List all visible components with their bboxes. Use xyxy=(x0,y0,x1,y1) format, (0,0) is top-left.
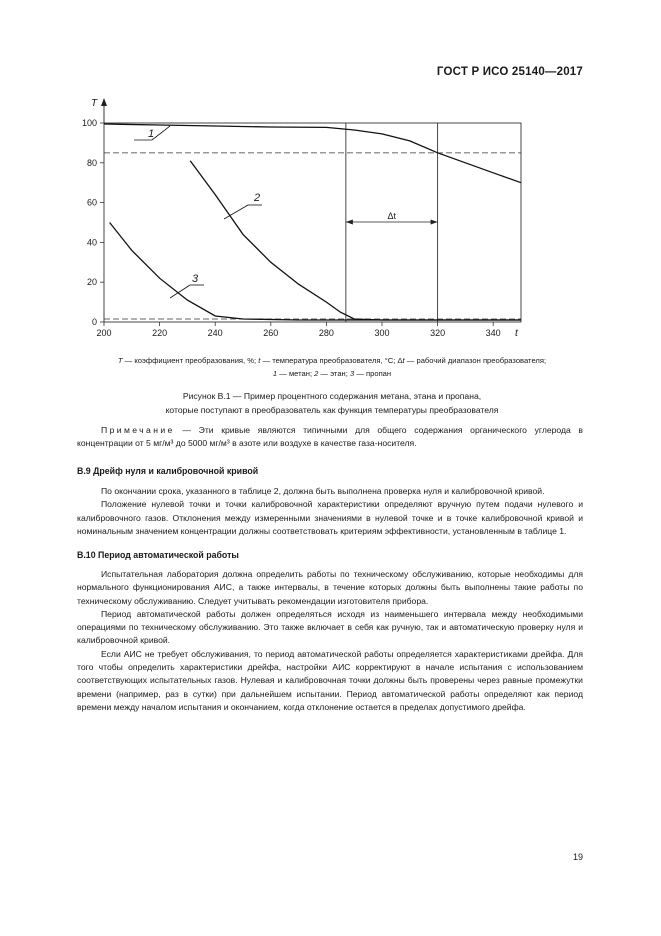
y-tick-label: 0 xyxy=(91,317,97,327)
legend-line-1-segment: t xyxy=(258,356,261,365)
y-axis-arrow xyxy=(101,98,107,106)
legend-line-2-segment: 3 xyxy=(349,369,355,378)
section-b10-body xyxy=(77,568,583,714)
x-tick-label: 200 xyxy=(96,328,112,338)
caption-line-1: Рисунок В.1 — Пример процентного содержания метана, этана и пропана, xyxy=(182,391,482,401)
figure-caption xyxy=(62,389,602,417)
legend-line-1-segment: t xyxy=(402,356,405,365)
y-axis-label: T xyxy=(91,98,98,109)
series-label: 2 xyxy=(254,192,261,204)
caption-line-2: которые поступают в преобразователь как функция температуры преобразователя xyxy=(165,405,499,415)
page-number: 19 xyxy=(572,852,583,862)
section-b9-body xyxy=(77,485,583,538)
x-tick-label: 260 xyxy=(263,328,279,338)
legend-line-1-segment: — коэффициент преобразования, %; xyxy=(122,356,259,365)
delta-t-label: Δt xyxy=(387,211,396,221)
legend-line-1-segment: — рабочий диапазон преобразователя; xyxy=(404,356,547,365)
x-tick-label: 280 xyxy=(318,328,334,338)
paragraph: Положение нулевой точки и точки калибровочной характеристики определяют вручную путем подачи нулевого и калибровочного газов. Отклонения между измеренными значениями в нулевой точке и в точке калибровочной кривой и номинальным значением концентрации должны соответствовать критериям эффективности, установленным в таблице 1. xyxy=(77,499,583,536)
figure-legend xyxy=(62,354,602,380)
legend-line-2-segment: — пропан xyxy=(354,369,392,378)
series-label: 1 xyxy=(148,128,155,140)
x-tick-label: 240 xyxy=(207,328,223,338)
series-leader-line xyxy=(170,285,190,298)
series-label: 3 xyxy=(192,273,199,285)
y-tick-label: 80 xyxy=(86,157,97,168)
figure-chart xyxy=(0,0,661,360)
section-b10-title: В.10 Период автоматической работы xyxy=(77,550,239,560)
x-tick-label: 340 xyxy=(485,328,501,338)
legend-line-2-segment: — метан; xyxy=(277,369,315,378)
legend-line-2-segment: 1 xyxy=(272,369,278,378)
paragraph: По окончании срока, указанного в таблице 2, должна быть выполнена проверка нуля и калибровочной кривой. xyxy=(101,486,545,496)
legend-line-1 xyxy=(62,354,602,367)
paragraph: Испытательная лаборатория должна определить работы по техническому обслуживанию, которые необходимы для нормального функционирования АИС, а также интервалы, в течение которых должны быть выполнены такие работы по техническому обслуживанию. Следует учитывать рекомендации изготовителя прибора. xyxy=(77,569,583,606)
paragraph: Период автоматической работы должен определяться исходя из наименьшего интервала между необходимыми операциями по техническому обслуживанию. Это также включает в себя как ручную, так и автоматическую проверку нуля и калибровочной кривой. xyxy=(77,608,583,646)
legend-line-1-segment: — температура преобразователя, °С; Δ xyxy=(260,356,403,365)
series-curve-2 xyxy=(190,161,521,320)
x-tick-label: 320 xyxy=(430,328,446,338)
x-axis-label: t xyxy=(515,328,518,339)
note-label: Примечание xyxy=(101,425,175,435)
series-curve-1 xyxy=(104,124,521,183)
section-b9-title: В.9 Дрейф нуля и калибровочной кривой xyxy=(77,466,259,476)
legend-line-1-segment: T xyxy=(117,356,123,365)
delta-t-arrowhead xyxy=(431,220,438,225)
y-tick-label: 100 xyxy=(81,118,97,128)
legend-line-2-segment: 2 xyxy=(314,369,319,378)
legend-line-2-segment: — этан; xyxy=(318,369,350,378)
legend-line-2 xyxy=(62,367,602,380)
y-tick-label: 60 xyxy=(86,197,97,208)
standard-header: ГОСТ Р ИСО 25140—2017 xyxy=(436,66,583,78)
x-tick-label: 300 xyxy=(374,328,390,338)
note-text: — Эти кривые являются типичными для общего содержания органического углерода в концентрации от 5 мг/м³ до 5000 мг/м³ в азоте или воздухе в качестве газа-носителя. xyxy=(77,425,583,449)
y-tick-label: 20 xyxy=(86,277,97,288)
series-curve-3 xyxy=(110,223,521,321)
x-tick-label: 220 xyxy=(152,328,168,338)
delta-t-arrowhead xyxy=(346,220,353,225)
figure-note xyxy=(77,424,583,451)
y-tick-label: 40 xyxy=(86,237,97,248)
paragraph: Если АИС не требует обслуживания, то период автоматической работы определяется характеристиками дрейфа. Для того чтобы определить характеристики дрейфа, настройки АИС корректируют в начале испытания с использованием соответствующих испытательных газов. Нулевая и калибровочная точки должны быть проверены через равные промежутки времени (например, раз в сутки) при дальнейшем испытании. Период автоматической работы определяют как период времени между началом испытания и окончанием, когда отклонение остается в пределах допустимого дрейфа. xyxy=(77,648,583,712)
series-leader-line xyxy=(152,126,170,140)
